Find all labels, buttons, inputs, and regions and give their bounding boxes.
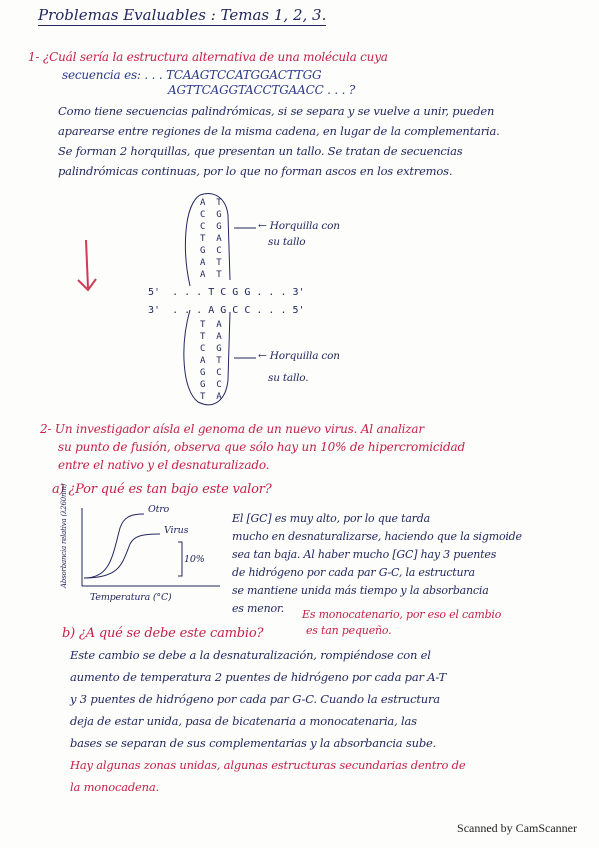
- bottom-stem-pair-4: A T: [200, 356, 222, 366]
- q2b-answer-line5: bases se separan de sus complementarias y la absorbancia sube.: [70, 736, 437, 750]
- top-hairpin-label-2: su tallo: [268, 236, 306, 248]
- bottom-stem-pair-7: T A: [200, 392, 222, 402]
- q2a-answer-line2: mucho en desnaturalizarse, haciendo que la sigmoide: [232, 530, 522, 543]
- graph-x-axis-label: Temperatura (°C): [90, 592, 172, 603]
- q1-answer-line3: Se forman 2 horquillas, que presentan un tallo. Se tratan de secuencias: [58, 144, 463, 158]
- q2a-answer-line4: de hidrógeno por cada par G-C, la estructura: [232, 566, 475, 579]
- q2a-answer-line6: es menor.: [232, 602, 285, 615]
- q2b-answer-line1: Este cambio se debe a la desnaturalización, rompiéndose con el: [70, 648, 431, 662]
- bottom-stem-pair-3: C G: [200, 344, 222, 354]
- top-stem-pair-3: C G: [200, 222, 222, 232]
- top-stem-pair-1: A T: [200, 198, 222, 208]
- middle-strand-3prime: 3' . . . A G C C . . . 5': [148, 305, 305, 316]
- middle-strand-5prime: 5' . . . T C G G . . . 3': [148, 287, 305, 298]
- q2b-answer-line4: deja de estar unida, pasa de bicatenaria a monocatenaria, las: [70, 714, 417, 728]
- top-hairpin-label-1: ← Horquilla con: [258, 220, 340, 232]
- bottom-stem-pair-2: T A: [200, 332, 222, 342]
- graph-delta-label: 10%: [184, 554, 205, 565]
- bottom-stem-pair-6: G C: [200, 380, 222, 390]
- q2-question-line3: entre el nativo y el desnaturalizado.: [58, 458, 270, 472]
- q2a-answer-line1: El [GC] es muy alto, por lo que tarda: [232, 512, 430, 525]
- bottom-hairpin-label-2: su tallo.: [268, 372, 309, 384]
- q2-question-line1: 2- Un investigador aísla el genoma de un nuevo virus. Al analizar: [40, 422, 424, 436]
- bottom-stem-pair-5: G C: [200, 368, 222, 378]
- top-stem-pair-6: A T: [200, 258, 222, 268]
- q1-question-line3: AGTTCAGGTACCTGAACC . . . ?: [168, 83, 356, 97]
- page-title: Problemas Evaluables : Temas 1, 2, 3.: [38, 6, 327, 24]
- top-stem-pair-5: G C: [200, 246, 222, 256]
- scanner-watermark: Scanned by CamScanner: [457, 821, 577, 835]
- q1-answer-line4: palindrómicas continuas, por lo que no forman ascos en los extremos.: [58, 164, 453, 178]
- q2b-question: b) ¿A qué se debe este cambio?: [62, 626, 264, 641]
- q2a-answer-line3: sea tan baja. Al haber mucho [GC] hay 3 puentes: [232, 548, 497, 561]
- q2a-answer-red-line2: es tan pequeño.: [306, 624, 392, 637]
- q2b-answer-red-line1: Hay algunas zonas unidas, algunas estructuras secundarias dentro de: [70, 758, 466, 772]
- q2b-answer-line2: aumento de temperatura 2 puentes de hidrógeno por cada par A-T: [70, 670, 447, 684]
- q1-question-line2: secuencia es: . . . TCAAGTCCATGGACTTGG: [62, 68, 322, 82]
- q2b-answer-line3: y 3 puentes de hidrógeno por cada par G-C. Cuando la estructura: [70, 692, 440, 706]
- q1-question-line1: 1- ¿Cuál sería la estructura alternativa de una molécula cuya: [28, 50, 388, 64]
- graph-curve-top-label: Otro: [148, 504, 170, 515]
- q2b-answer-red-line2: la monocadena.: [70, 780, 159, 794]
- q2a-question: a) ¿Por qué es tan bajo este valor?: [52, 482, 272, 497]
- bottom-hairpin-label-1: ← Horquilla con: [258, 350, 340, 362]
- top-stem-pair-4: T A: [200, 234, 222, 244]
- q2a-answer-line5: se mantiene unida más tiempo y la absorbancia: [232, 584, 489, 597]
- q2-question-line2: su punto de fusión, observa que sólo hay un 10% de hipercromicidad: [58, 440, 465, 454]
- bottom-stem-pair-1: T A: [200, 320, 222, 330]
- q1-answer-line1: Como tiene secuencias palindrómicas, si se separa y se vuelve a unir, pueden: [58, 104, 495, 118]
- top-stem-pair-7: A T: [200, 270, 222, 280]
- graph-curve-bottom-label: Virus: [164, 525, 189, 536]
- top-stem-pair-2: C G: [200, 210, 222, 220]
- q2a-answer-red-line1: Es monocatenario, por eso el cambio: [302, 608, 502, 621]
- graph-y-axis-label: Absorbancia relativa (λ260nm): [60, 483, 68, 588]
- q1-answer-line2: aparearse entre regiones de la misma cadena, en lugar de la complementaria.: [58, 124, 500, 138]
